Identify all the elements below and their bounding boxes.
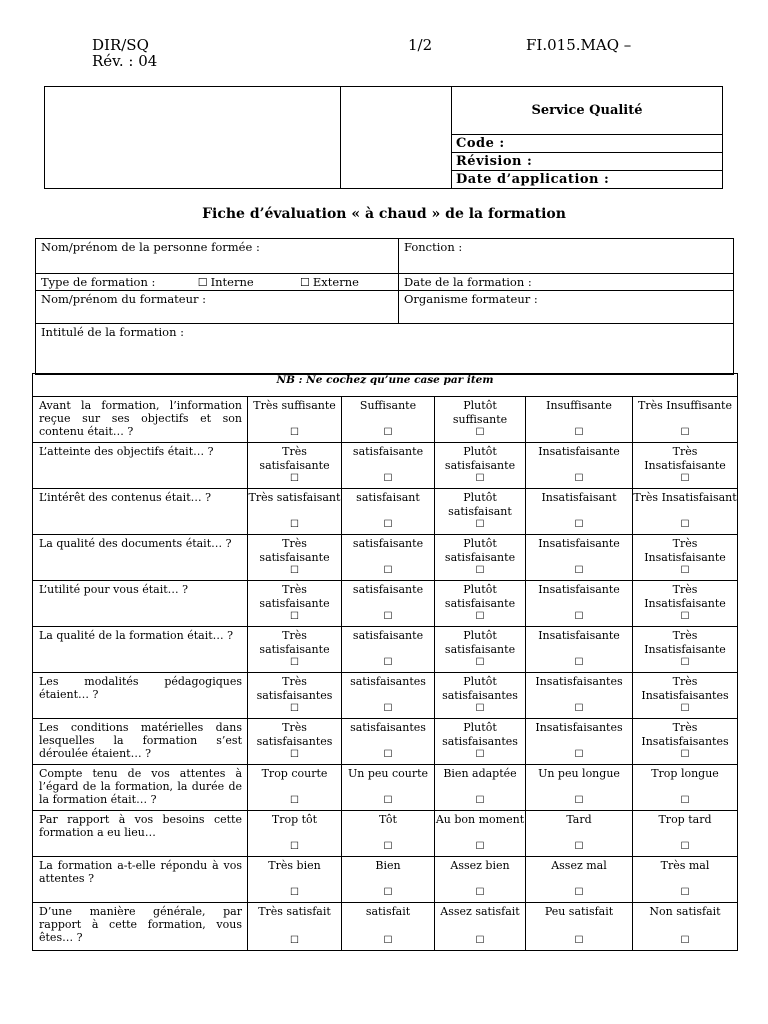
rating-option[interactable] (526, 443, 633, 489)
rating-option-label: Très satisfait (258, 905, 331, 918)
rating-option[interactable] (435, 535, 526, 581)
rating-option[interactable] (248, 627, 342, 673)
rating-option[interactable] (633, 581, 738, 627)
rating-checkbox[interactable]: ☐ (290, 935, 299, 946)
rating-checkbox[interactable]: ☐ (475, 427, 485, 438)
rating-option-label: satisfaisante (352, 537, 424, 550)
rating-checkbox[interactable]: ☐ (680, 519, 690, 530)
rating-option-label: Plutôt satisfaisante (444, 537, 516, 564)
rating-checkbox[interactable]: ☐ (475, 519, 485, 530)
rating-option-label: Très Insatisfaisant (633, 491, 737, 504)
external-checkbox[interactable]: ☐ (300, 276, 310, 289)
rating-option[interactable] (633, 489, 738, 535)
rating-option-label: satisfaisante (352, 629, 424, 642)
service-label: Service Qualité (452, 87, 723, 135)
rating-option[interactable] (526, 857, 633, 903)
rating-option-label: Plutôt satisfaisantes (442, 721, 518, 748)
function-field[interactable] (399, 239, 734, 274)
training-org-field[interactable] (399, 291, 734, 324)
rating-option-label: satisfaisantes (350, 675, 426, 688)
rating-checkbox[interactable]: ☐ (475, 565, 485, 576)
rating-option-label: Insatisfaisante (538, 629, 620, 642)
rating-option[interactable] (526, 627, 633, 673)
rating-option-label: Très bien (268, 859, 321, 872)
title-block (44, 86, 723, 189)
rating-option-label: Plutôt satisfaisantes (442, 675, 518, 702)
rating-option-label: Très Insatisfaisante (644, 537, 726, 564)
rating-checkbox[interactable]: ☐ (475, 611, 485, 622)
nb-instruction: NB : Ne cochez qu’une case par item (33, 374, 738, 397)
rating-option[interactable] (526, 673, 633, 719)
training-date-label: Date de la formation : (404, 275, 532, 289)
rating-checkbox[interactable]: ☐ (290, 841, 299, 852)
question-text: La qualité des documents était… ? (33, 535, 248, 581)
rating-checkbox[interactable]: ☐ (680, 657, 690, 668)
rating-option[interactable] (248, 397, 342, 443)
rating-checkbox[interactable]: ☐ (574, 519, 584, 530)
rating-option-label: Non satisfait (649, 905, 721, 918)
rating-option[interactable] (526, 903, 633, 951)
rating-option-label: Bien (375, 859, 401, 872)
rating-option-label: Très Insuffisante (638, 399, 732, 412)
rating-option-label: Très satisfaisantes (256, 721, 333, 748)
rating-option[interactable] (435, 765, 526, 811)
rating-option[interactable] (633, 765, 738, 811)
evaluation-row (33, 489, 738, 535)
rating-option-label: Insatisfaisante (538, 537, 620, 550)
rating-checkbox[interactable]: ☐ (475, 657, 485, 668)
rating-option-label: Très satisfaisante (259, 445, 330, 472)
question-text: Avant la formation, l’information reçue sur ses objectifs et son contenu était… ? (33, 397, 248, 443)
revision-label: Révision : (452, 153, 723, 171)
rating-checkbox[interactable]: ☐ (383, 841, 393, 852)
evaluation-row (33, 535, 738, 581)
rating-option-label: Plutôt satisfaisante (444, 583, 516, 610)
rating-option[interactable] (342, 627, 435, 673)
trainer-name-field[interactable] (36, 291, 399, 324)
rating-option-label: Très suffisante (253, 399, 336, 412)
rating-option-label: Très satisfaisante (259, 629, 330, 656)
rating-checkbox[interactable]: ☐ (680, 611, 690, 622)
rating-option[interactable] (342, 903, 435, 951)
rating-checkbox[interactable]: ☐ (680, 427, 690, 438)
rating-checkbox[interactable]: ☐ (383, 749, 393, 760)
question-text: Par rapport à vos besoins cette formation a eu lieu… (33, 811, 248, 857)
rating-option[interactable] (526, 811, 633, 857)
question-text: La qualité de la formation était… ? (33, 627, 248, 673)
evaluation-row (33, 443, 738, 489)
rating-checkbox[interactable]: ☐ (383, 657, 393, 668)
rating-option-label: Un peu courte (347, 767, 429, 780)
evaluation-row (33, 719, 738, 765)
rating-option[interactable] (435, 811, 526, 857)
rating-option[interactable] (248, 857, 342, 903)
rating-option-label: Très Insatisfaisante (644, 445, 726, 472)
rating-checkbox[interactable]: ☐ (680, 703, 690, 714)
rating-option[interactable] (633, 673, 738, 719)
rating-option[interactable] (342, 535, 435, 581)
trainee-name-label: Nom/prénom de la personne formée : (41, 240, 260, 254)
rating-checkbox[interactable]: ☐ (574, 935, 584, 946)
question-text: L’intérêt des contenus était… ? (33, 489, 248, 535)
evaluation-row (33, 811, 738, 857)
rating-checkbox[interactable]: ☐ (574, 841, 584, 852)
rating-option-label: Très mal (660, 859, 710, 872)
rating-option[interactable] (342, 397, 435, 443)
rating-option[interactable] (435, 857, 526, 903)
rating-option[interactable] (248, 535, 342, 581)
rating-option-label: Insuffisante (546, 399, 612, 412)
question-text: La formation a-t-elle répondu à vos attentes ? (33, 857, 248, 903)
rating-option-label: Assez bien (450, 859, 510, 872)
internal-checkbox[interactable]: ☐ (197, 276, 208, 289)
rating-option[interactable] (248, 489, 342, 535)
rating-checkbox[interactable]: ☐ (574, 795, 584, 806)
trainer-name-label: Nom/prénom du formateur : (41, 292, 207, 306)
rating-checkbox[interactable]: ☐ (475, 935, 485, 946)
rating-option-label: Tôt (379, 813, 397, 826)
rating-option[interactable] (248, 903, 342, 951)
rating-option-label: Plutôt satisfaisante (444, 629, 516, 656)
rating-checkbox[interactable]: ☐ (290, 795, 299, 806)
rating-checkbox[interactable]: ☐ (290, 749, 299, 760)
rating-checkbox[interactable]: ☐ (574, 473, 584, 484)
rating-checkbox[interactable]: ☐ (290, 427, 299, 438)
rating-option-label: Peu satisfait (544, 905, 614, 918)
course-title-field[interactable] (36, 324, 734, 375)
trainee-name-field[interactable] (36, 239, 399, 274)
rating-option[interactable] (342, 581, 435, 627)
rating-checkbox[interactable]: ☐ (475, 841, 485, 852)
rating-option-label: Un peu longue (538, 767, 620, 780)
rating-checkbox[interactable]: ☐ (290, 565, 299, 576)
rating-option-label: Très Insatisfaisantes (641, 721, 729, 748)
rating-option-label: Insatisfaisantes (535, 721, 623, 734)
question-text: Les modalités pédagogiques étaient… ? (33, 673, 248, 719)
rating-option-label: Trop courte (261, 767, 328, 780)
rating-checkbox[interactable]: ☐ (475, 703, 485, 714)
rating-option-label: Insatisfaisantes (535, 675, 623, 688)
rating-checkbox[interactable]: ☐ (574, 703, 584, 714)
evaluation-row (33, 903, 738, 951)
rating-option[interactable] (342, 857, 435, 903)
rating-checkbox[interactable]: ☐ (383, 935, 393, 946)
rating-option-label: Très satisfaisantes (256, 675, 333, 702)
rating-option[interactable] (633, 857, 738, 903)
rating-option[interactable] (435, 581, 526, 627)
rating-option-label: satisfaisante (352, 445, 424, 458)
rating-option[interactable] (342, 443, 435, 489)
rating-checkbox[interactable]: ☐ (680, 565, 690, 576)
rating-checkbox[interactable]: ☐ (574, 887, 584, 898)
rating-checkbox[interactable]: ☐ (290, 887, 299, 898)
rating-checkbox[interactable]: ☐ (383, 427, 393, 438)
question-text: Compte tenu de vos attentes à l’égard de la formation, la durée de la formation était… ? (33, 765, 248, 811)
rating-option-label: Trop longue (651, 767, 719, 780)
date-application-label: Date d’application : (452, 171, 723, 189)
rating-option-label: Plutôt suffisante (452, 399, 508, 426)
rating-option[interactable] (435, 719, 526, 765)
rating-option[interactable] (342, 489, 435, 535)
rating-option[interactable] (248, 443, 342, 489)
rating-option[interactable] (435, 397, 526, 443)
rating-checkbox[interactable]: ☐ (383, 703, 393, 714)
rating-checkbox[interactable]: ☐ (475, 749, 485, 760)
rating-checkbox[interactable]: ☐ (383, 795, 393, 806)
rating-option[interactable] (342, 765, 435, 811)
rating-checkbox[interactable]: ☐ (290, 611, 299, 622)
evaluation-row (33, 857, 738, 903)
rating-checkbox[interactable]: ☐ (680, 935, 690, 946)
rating-checkbox[interactable]: ☐ (680, 749, 690, 760)
code-label: Code : (452, 135, 723, 153)
rating-checkbox[interactable]: ☐ (383, 887, 393, 898)
rating-checkbox[interactable]: ☐ (383, 519, 393, 530)
training-org-label: Organisme formateur : (404, 292, 538, 306)
training-type-field (36, 274, 399, 291)
rating-checkbox[interactable]: ☐ (290, 657, 299, 668)
rating-option[interactable] (435, 673, 526, 719)
question-text: D’une manière générale, par rapport à cette formation, vous êtes… ? (33, 903, 248, 951)
rating-option-label: satisfaisant (356, 491, 420, 504)
rating-option-label: Trop tôt (271, 813, 318, 826)
logo-cell (45, 87, 341, 189)
doc-revision: Rév. : 04 (92, 52, 158, 70)
rating-checkbox[interactable]: ☐ (680, 473, 690, 484)
rating-checkbox[interactable]: ☐ (290, 473, 299, 484)
rating-checkbox[interactable]: ☐ (574, 749, 584, 760)
internal-label: Interne (210, 275, 254, 289)
training-date-field[interactable] (399, 274, 734, 291)
rating-option[interactable] (633, 627, 738, 673)
rating-checkbox[interactable]: ☐ (574, 611, 584, 622)
rating-option[interactable] (526, 489, 633, 535)
course-title-label: Intitulé de la formation : (41, 325, 185, 339)
rating-option[interactable] (435, 903, 526, 951)
rating-option-label: satisfaisantes (350, 721, 426, 734)
rating-checkbox[interactable]: ☐ (574, 657, 584, 668)
rating-option[interactable] (248, 719, 342, 765)
rating-option[interactable] (526, 535, 633, 581)
rating-option-label: Insatisfaisante (538, 583, 620, 596)
page-number: 1/2 (408, 36, 433, 54)
rating-option[interactable] (633, 443, 738, 489)
rating-option[interactable] (248, 581, 342, 627)
blank-cell (341, 87, 452, 189)
evaluation-row (33, 673, 738, 719)
doc-ref: DIR/SQ (92, 36, 149, 54)
rating-option[interactable] (248, 811, 342, 857)
question-text: L’utilité pour vous était… ? (33, 581, 248, 627)
rating-option-label: Plutôt satisfaisante (444, 445, 516, 472)
rating-option-label: Assez mal (551, 859, 607, 872)
rating-option[interactable] (633, 397, 738, 443)
evaluation-row (33, 397, 738, 443)
rating-option-label: Bien adaptée (443, 767, 517, 780)
rating-checkbox[interactable]: ☐ (680, 887, 690, 898)
rating-option-label: Au bon moment (435, 813, 525, 826)
rating-checkbox[interactable]: ☐ (383, 473, 393, 484)
rating-option-label: Plutôt satisfaisant (448, 491, 512, 518)
evaluation-table (32, 373, 738, 951)
rating-checkbox[interactable]: ☐ (475, 795, 485, 806)
rating-option[interactable] (633, 535, 738, 581)
rating-option-label: satisfaisante (352, 583, 424, 596)
rating-checkbox[interactable]: ☐ (290, 703, 299, 714)
form-id: FI.015.MAQ – (526, 36, 632, 54)
rating-checkbox[interactable]: ☐ (680, 795, 690, 806)
rating-option[interactable] (633, 811, 738, 857)
rating-option-label: Tard (566, 813, 592, 826)
rating-option[interactable] (435, 443, 526, 489)
rating-option-label: Très Insatisfaisantes (641, 675, 729, 702)
page-title: Fiche d’évaluation « à chaud » de la formation (202, 206, 566, 222)
rating-option-label: Très satisfaisant (248, 491, 341, 504)
rating-option-label: Très Insatisfaisante (644, 583, 726, 610)
rating-option[interactable] (342, 673, 435, 719)
rating-option[interactable] (435, 627, 526, 673)
rating-option[interactable] (526, 581, 633, 627)
rating-checkbox[interactable]: ☐ (383, 611, 393, 622)
rating-option[interactable] (248, 673, 342, 719)
rating-option-label: Très satisfaisante (259, 583, 330, 610)
rating-option[interactable] (633, 719, 738, 765)
evaluation-row (33, 765, 738, 811)
evaluation-row (33, 581, 738, 627)
question-text: Les conditions matérielles dans lesquelles la formation s’est déroulée étaient… ? (33, 719, 248, 765)
rating-checkbox[interactable]: ☐ (475, 473, 485, 484)
question-text: L’atteinte des objectifs était… ? (33, 443, 248, 489)
rating-option[interactable] (526, 397, 633, 443)
rating-checkbox[interactable]: ☐ (574, 565, 584, 576)
rating-checkbox[interactable]: ☐ (680, 841, 690, 852)
rating-option-label: Très satisfaisante (259, 537, 330, 564)
rating-option[interactable] (342, 811, 435, 857)
rating-option-label: Très Insatisfaisante (644, 629, 726, 656)
rating-option[interactable] (435, 489, 526, 535)
rating-checkbox[interactable]: ☐ (290, 519, 299, 530)
external-label: Externe (312, 275, 359, 289)
evaluation-row (33, 627, 738, 673)
rating-option-label: Assez satisfait (440, 905, 520, 918)
training-type-label: Type de formation : (41, 275, 156, 289)
rating-option[interactable] (526, 765, 633, 811)
rating-option[interactable] (526, 719, 633, 765)
rating-option[interactable] (633, 903, 738, 951)
rating-option[interactable] (248, 765, 342, 811)
rating-checkbox[interactable]: ☐ (475, 887, 485, 898)
rating-option-label: Insatisfaisant (541, 491, 617, 504)
rating-option-label: satisfait (365, 905, 411, 918)
rating-option-label: Suffisante (359, 399, 417, 412)
info-table (35, 238, 734, 375)
rating-checkbox[interactable]: ☐ (574, 427, 584, 438)
function-label: Fonction : (404, 240, 463, 254)
rating-option-label: Trop tard (658, 813, 712, 826)
rating-option[interactable] (342, 719, 435, 765)
rating-option-label: Insatisfaisante (538, 445, 620, 458)
rating-checkbox[interactable]: ☐ (383, 565, 393, 576)
